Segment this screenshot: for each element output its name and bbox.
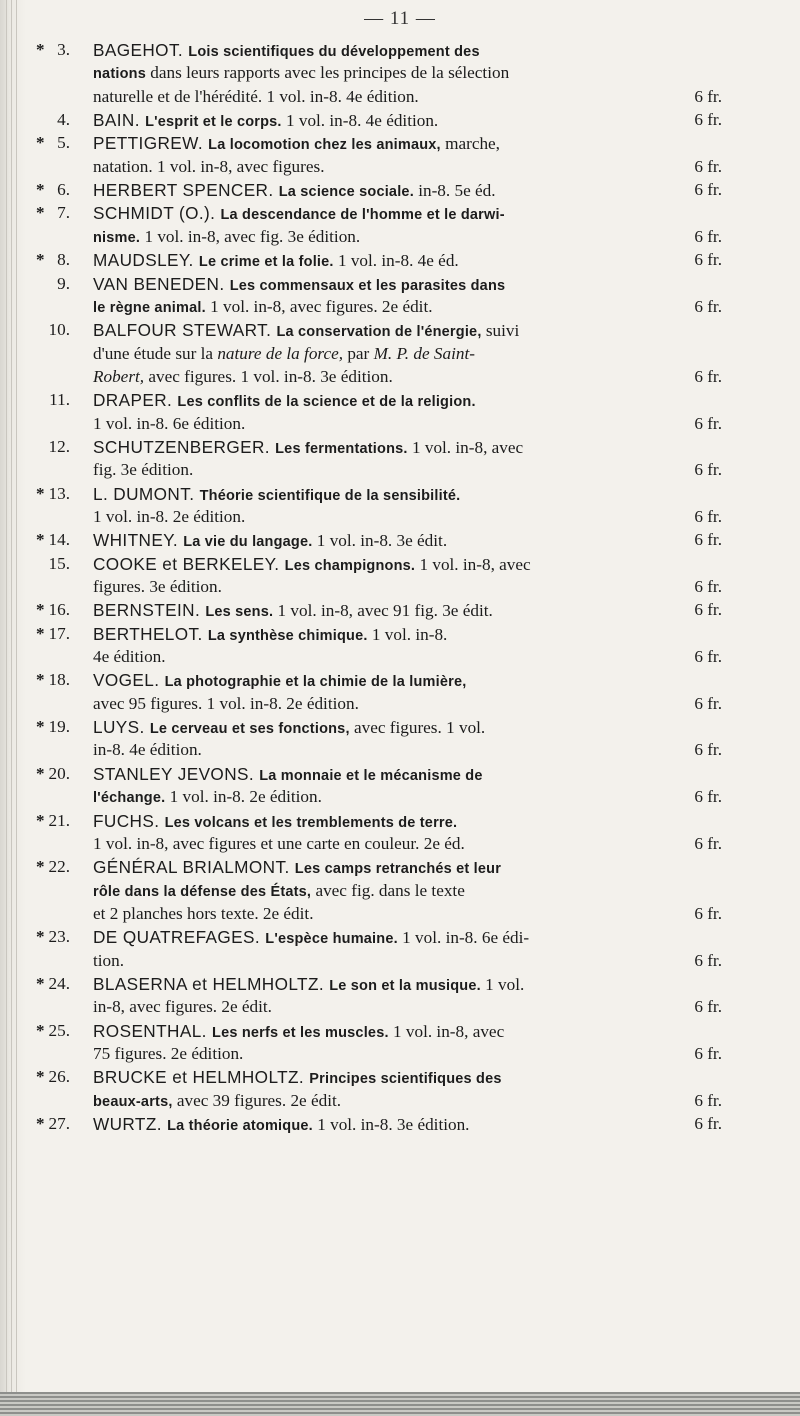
catalog-entry: [0, 180, 800, 203]
entry-number: 10.: [48, 320, 70, 340]
entry-number: 13.: [48, 483, 70, 503]
entry-price: 6 fr.: [694, 530, 722, 550]
catalog-entry: [0, 811, 800, 858]
entry-text: par: [343, 343, 374, 363]
catalog-entry: [0, 554, 800, 601]
entry-price: 6 fr.: [694, 1090, 722, 1110]
entry-author: SCHMIDT (O.).: [93, 203, 221, 224]
entry-text: figures. 3e édition.: [93, 577, 222, 597]
entry-line: [93, 367, 393, 387]
entry-price: 6 fr.: [694, 577, 722, 597]
entry-star-marker: *: [36, 180, 45, 200]
entry-price: 6 fr.: [694, 250, 722, 270]
entry-line: [93, 344, 475, 364]
entry-price: 6 fr.: [694, 366, 722, 386]
entry-text: d'une étude sur la: [93, 343, 218, 363]
entry-number: 20.: [48, 763, 70, 783]
entry-title: Théorie scientifique de la sensibilité.: [199, 487, 461, 504]
entry-title: La descendance de l'homme et le darwi-: [220, 207, 505, 224]
entry-star-marker: *: [36, 40, 45, 59]
entry-number: 17.: [48, 623, 70, 643]
entry-line: [93, 530, 447, 552]
entry-number: 18.: [48, 670, 70, 690]
entry-author: VAN BENEDEN.: [93, 273, 230, 294]
entry-title: Les commensaux et les parasites dans: [229, 277, 506, 294]
entry-text: 1 vol. in-8, avec figures. 2e édit.: [205, 296, 433, 316]
entry-author: DE QUATREFAGES.: [93, 927, 266, 948]
entry-number: 21.: [48, 810, 70, 830]
entry-author: BRUCKE et HELMHOLTZ.: [93, 1067, 310, 1088]
catalog-entry: [0, 600, 800, 623]
catalog-entry: [0, 974, 800, 1021]
entry-star-marker: *: [36, 1114, 45, 1134]
entry-number: 12.: [48, 436, 70, 456]
entry-star-marker: *: [36, 810, 45, 830]
entry-text: 1 vol. in-8. 6e édition.: [93, 413, 246, 433]
entry-author: COOKE et BERKELEY.: [93, 553, 285, 574]
entry-price: 6 fr.: [694, 903, 722, 923]
entry-price: 6 fr.: [694, 740, 722, 760]
entry-text: avec fig. dans le texte: [311, 880, 465, 900]
entry-price: 6 fr.: [694, 833, 722, 853]
entry-author: FUCHS.: [93, 810, 165, 831]
entry-text: in-8. 4e édition.: [93, 740, 202, 760]
entry-author: MAUDSLEY.: [93, 250, 199, 271]
catalog-entry: [0, 320, 800, 390]
entry-title: Le crime et la folie.: [198, 254, 334, 271]
entry-title: Le cerveau et ses fonctions,: [149, 721, 350, 738]
catalog-entry: [0, 250, 800, 273]
entry-line: [93, 180, 496, 202]
entry-text: 1 vol.: [480, 975, 525, 994]
entry-number: 9.: [57, 273, 70, 293]
entry-title: l'échange.: [93, 790, 166, 807]
catalog-entry: [0, 530, 800, 553]
entry-line: [93, 40, 480, 62]
catalog-entry: [0, 857, 800, 927]
entry-title: L'espèce humaine.: [265, 931, 398, 948]
entry-title: La science sociale.: [278, 184, 414, 201]
entry-title: nisme.: [93, 229, 141, 246]
entry-price: 6 fr.: [694, 296, 722, 316]
entry-title: Les volcans et les tremblements de terre.: [164, 814, 458, 831]
entry-author: DRAPER.: [93, 390, 178, 411]
entry-number: 8.: [57, 250, 70, 270]
entry-number: 6.: [57, 180, 70, 200]
catalog-entry: [0, 1021, 800, 1068]
entry-line: [93, 157, 325, 177]
entry-text: Robert,: [93, 366, 145, 386]
entry-line: [93, 997, 272, 1017]
entry-text: avec figures. 1 vol.: [349, 718, 486, 738]
entry-text: dans leurs rapports avec les principes de la sélection: [145, 63, 510, 83]
entry-line: [93, 390, 476, 412]
entry-author: LUYS.: [93, 717, 150, 738]
entry-price: 6 fr.: [694, 226, 722, 246]
entry-star-marker: *: [36, 623, 45, 643]
entry-star-marker: *: [36, 1020, 45, 1040]
entry-author: HERBERT SPENCER.: [93, 180, 279, 201]
entry-author: WURTZ.: [93, 1114, 168, 1135]
entry-price: 6 fr.: [694, 1044, 722, 1064]
entry-number: 22.: [48, 857, 70, 877]
entry-number: 25.: [48, 1020, 70, 1040]
entry-title: Les conflits de la science et de la religion.: [177, 394, 476, 411]
catalog-entry: [0, 717, 800, 764]
entry-line: [93, 974, 524, 996]
entry-text: in-8. 5e éd.: [413, 181, 496, 201]
entry-author: GÉNÉRAL BRIALMONT.: [93, 857, 295, 878]
entry-text: 1 vol. in-8. 3e édit.: [312, 531, 448, 551]
entry-title: La synthèse chimique.: [207, 627, 368, 644]
entry-star-marker: *: [36, 203, 45, 223]
entry-author: WHITNEY.: [93, 530, 184, 551]
entry-line: [93, 951, 124, 971]
entry-price: 6 fr.: [694, 110, 722, 130]
entry-price: 6 fr.: [694, 997, 722, 1017]
entry-text: avec 39 figures. 2e édit.: [172, 1090, 342, 1110]
entry-text: 1 vol. in-8, avec 91 fig. 3e édit.: [273, 601, 493, 621]
entry-line: [93, 274, 505, 296]
entry-star-marker: *: [36, 600, 45, 620]
entry-star-marker: *: [36, 670, 45, 690]
catalog-entry: [0, 40, 800, 110]
entry-author: BERTHELOT.: [93, 623, 208, 644]
entry-text: M. P. de Saint-: [373, 343, 475, 363]
entry-line: [93, 600, 493, 622]
page-bottom-edge: [0, 1392, 800, 1416]
entry-line: [93, 1067, 502, 1089]
entry-text: avec figures. 1 vol. in-8. 3e édition.: [144, 366, 393, 386]
entry-text: 1 vol. in-8. 4e édition.: [281, 111, 439, 131]
entry-line: [93, 1044, 243, 1064]
entry-title: Les champignons.: [284, 557, 416, 574]
entry-line: [93, 717, 485, 739]
entry-line: [93, 787, 322, 808]
entry-price: 6 fr.: [694, 647, 722, 667]
entry-text: 1 vol. in-8, avec: [415, 554, 531, 574]
entry-line: [93, 834, 465, 854]
entry-price: 6 fr.: [694, 950, 722, 970]
entry-number: 14.: [48, 530, 70, 550]
entry-title: Les fermentations.: [275, 440, 408, 457]
entry-line: [93, 857, 501, 879]
entry-author: SCHUTZENBERGER.: [93, 436, 276, 457]
entry-author: BALFOUR STEWART.: [93, 320, 277, 341]
entry-price: 6 fr.: [694, 86, 722, 106]
entry-author: L. DUMONT.: [93, 483, 200, 504]
entry-title: Le son et la musique.: [329, 978, 481, 994]
entry-line: [93, 577, 222, 597]
entry-text: 4e édition.: [93, 647, 166, 667]
entry-text: 1 vol. in-8, avec fig. 3e édition.: [140, 226, 361, 246]
entry-star-marker: *: [36, 717, 45, 737]
entry-line: [93, 554, 531, 576]
entry-number: 5.: [57, 133, 70, 153]
entry-price: 6 fr.: [694, 1114, 722, 1134]
entry-number: 11.: [49, 390, 70, 410]
entry-author: BLASERNA et HELMHOLTZ.: [93, 974, 330, 994]
entry-text: natation. 1 vol. in-8, avec figures.: [93, 156, 325, 176]
entry-line: [93, 1021, 504, 1043]
catalog-entry: [0, 133, 800, 180]
entry-price: 6 fr.: [694, 156, 722, 176]
entry-title: le règne animal.: [93, 299, 206, 316]
entry-number: 23.: [48, 927, 70, 947]
entry-number: 16.: [48, 600, 70, 620]
entry-line: [93, 881, 465, 902]
entry-line: [93, 927, 529, 949]
entry-text: naturelle et de l'hérédité. 1 vol. in-8. 4e édition.: [93, 86, 419, 106]
catalog-entry: [0, 624, 800, 671]
entry-line: [93, 250, 459, 272]
entry-author: STANLEY JEVONS.: [93, 763, 260, 784]
entry-line: [93, 297, 433, 318]
entry-author: BAIN.: [93, 110, 146, 131]
entry-title: beaux-arts,: [93, 1093, 173, 1110]
entry-text: suivi: [481, 321, 520, 341]
entry-star-marker: *: [36, 250, 45, 270]
entry-price: 6 fr.: [694, 413, 722, 433]
entry-text: 1 vol. in-8. 4e éd.: [333, 251, 459, 271]
entry-star-marker: *: [36, 133, 45, 153]
entry-line: [93, 647, 166, 667]
entry-star-marker: *: [36, 857, 45, 877]
catalog-entry: [0, 437, 800, 484]
entry-price: 6 fr.: [694, 180, 722, 200]
entry-star-marker: *: [36, 483, 45, 503]
entry-star-marker: *: [36, 927, 45, 947]
entry-text: marche,: [440, 134, 500, 154]
entry-line: [93, 227, 360, 248]
entry-line: [93, 1114, 469, 1136]
entry-line: [93, 507, 245, 527]
entry-number: 19.: [48, 717, 70, 737]
entry-number: 24.: [48, 974, 70, 993]
catalog-entry: [0, 1114, 800, 1137]
entry-number: 3.: [57, 40, 70, 59]
entry-text: 1 vol. in-8, avec: [388, 1021, 505, 1041]
entry-number: 7.: [57, 203, 70, 223]
entry-number: 26.: [48, 1067, 70, 1087]
entry-line: [93, 811, 457, 833]
entry-line: [93, 110, 438, 132]
entry-author: PETTIGREW.: [93, 133, 209, 154]
entry-number: 15.: [48, 553, 70, 573]
entry-line: [93, 484, 460, 506]
entry-title: Les nerfs et les muscles.: [212, 1024, 389, 1041]
entry-text: 1 vol. in-8. 6e édi-: [397, 928, 530, 948]
entry-author: BAGEHOT.: [93, 40, 189, 60]
catalog-entry: [0, 670, 800, 717]
entry-text: 1 vol. in-8.: [367, 624, 448, 644]
entry-line: [93, 904, 314, 924]
entry-title: Les sens.: [205, 604, 274, 621]
entry-line: [93, 87, 419, 107]
entry-number: 27.: [48, 1114, 70, 1134]
entry-line: [93, 764, 483, 786]
entry-line: [93, 460, 193, 480]
catalog-entry: [0, 390, 800, 437]
entry-price: 6 fr.: [694, 693, 722, 713]
catalog-entry: [0, 203, 800, 250]
entry-line: [93, 203, 505, 225]
entry-text: 75 figures. 2e édition.: [93, 1044, 244, 1064]
entry-title: La conservation de l'énergie,: [276, 324, 482, 341]
entry-price: 6 fr.: [694, 460, 722, 480]
entry-text: tion.: [93, 950, 125, 970]
entry-line: [93, 1091, 341, 1112]
entry-line: [93, 740, 202, 760]
entry-price: 6 fr.: [694, 600, 722, 620]
catalog-entry: [0, 927, 800, 974]
entry-text: 1 vol. in-8. 2e édition.: [93, 506, 246, 526]
entry-title: La photographie et la chimie de la lumière,: [164, 674, 467, 691]
entry-author: VOGEL.: [93, 670, 165, 691]
entry-line: [93, 670, 466, 692]
catalog-entry: [0, 110, 800, 133]
entry-author: ROSENTHAL.: [93, 1020, 213, 1041]
entry-title: rôle dans la défense des États,: [93, 883, 312, 900]
entry-text: fig. 3e édition.: [93, 460, 194, 480]
entry-star-marker: *: [36, 530, 45, 550]
entry-title: Principes scientifiques des: [309, 1071, 502, 1088]
entry-title: La vie du langage.: [183, 534, 313, 551]
entry-line: [93, 414, 245, 434]
entry-price: 6 fr.: [694, 787, 722, 807]
entry-line: [93, 320, 519, 342]
entry-text: et 2 planches hors texte. 2e édit.: [93, 903, 314, 923]
catalog-entry: [0, 484, 800, 531]
entry-text: 1 vol. in-8, avec figures et une carte en couleur. 2e éd.: [93, 833, 465, 853]
page-number: — 11 —: [364, 8, 436, 29]
entry-title: La locomotion chez les animaux,: [208, 137, 441, 154]
entry-title: La théorie atomique.: [167, 1118, 313, 1135]
entry-text: in-8, avec figures. 2e édit.: [93, 997, 272, 1017]
entry-star-marker: *: [36, 974, 45, 993]
entry-title: La monnaie et le mécanisme de: [259, 767, 483, 784]
entry-title: L'esprit et le corps.: [145, 114, 282, 131]
catalog-entry: [0, 1067, 800, 1114]
entry-star-marker: *: [36, 763, 45, 783]
entry-line: [93, 624, 447, 646]
entry-title: Lois scientifiques du développement des: [188, 44, 480, 60]
entry-text: avec 95 figures. 1 vol. in-8. 2e édition.: [93, 693, 359, 713]
catalog-entry: [0, 274, 800, 321]
entry-line: [93, 694, 359, 714]
entry-author: BERNSTEIN.: [93, 600, 206, 621]
entry-line: [93, 133, 500, 155]
entry-text: nature de la force,: [217, 343, 344, 363]
entry-text: 1 vol. in-8. 2e édition.: [165, 787, 322, 807]
entry-text: 1 vol. in-8. 3e édition.: [312, 1115, 470, 1135]
entry-line: [93, 437, 523, 459]
entry-text: 1 vol. in-8, avec: [407, 437, 524, 457]
entry-title: Les camps retranchés et leur: [294, 861, 502, 878]
entry-title: nations: [93, 66, 146, 83]
entry-line: [93, 63, 509, 84]
entry-star-marker: *: [36, 1067, 45, 1087]
entry-price: 6 fr.: [694, 506, 722, 526]
catalog-entry: [0, 764, 800, 811]
entry-number: 4.: [57, 110, 70, 130]
